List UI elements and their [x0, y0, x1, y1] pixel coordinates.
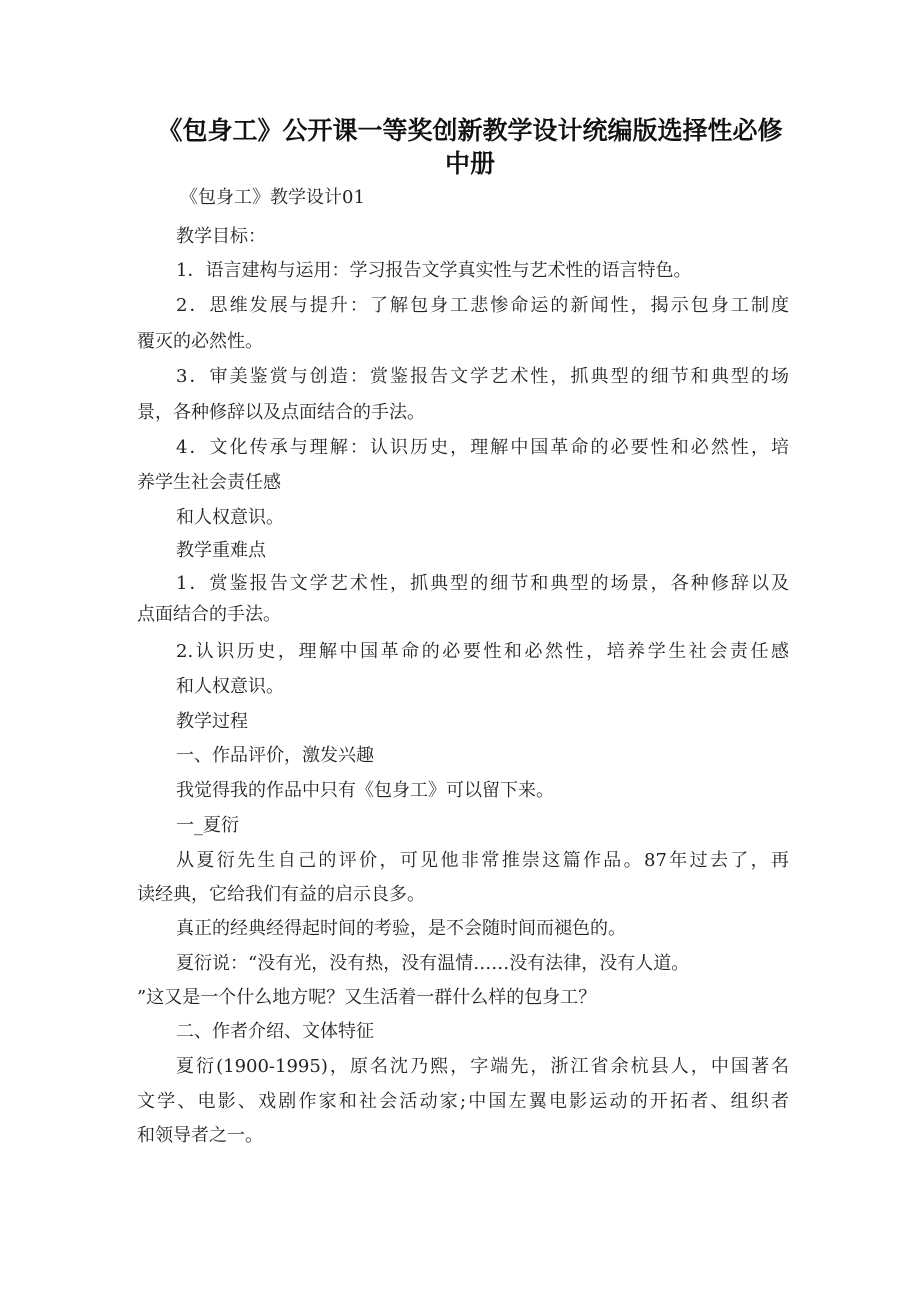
paragraph-1-cont: 读经典，它给我们有益的启示良多。	[137, 884, 425, 905]
section-1-heading: 一、作品评价，激发兴趣	[176, 745, 374, 766]
key-point-2-cont: 和人权意识。	[176, 676, 284, 697]
goal-3-cont: 景，各种修辞以及点面结合的手法。	[137, 402, 425, 423]
quote-attribution: 一_夏衍	[176, 815, 239, 836]
document-title-line-1: 《包身工》公开课一等奖创新教学设计统编版选择性必修	[157, 116, 783, 145]
goal-2-cont: 覆灭的必然性。	[137, 331, 263, 352]
heading-key-points: 教学重难点	[176, 540, 266, 561]
paragraph-3-cont: ”这又是一个什么地方呢？又生活着一群什么样的包身工？	[137, 987, 597, 1008]
paragraph-1: 从夏衍先生自己的评价，可见他非常推崇这篇作品。87年过去了，再	[176, 850, 789, 871]
document-title-line-2: 中册	[444, 149, 495, 178]
key-point-1-cont: 点面结合的手法。	[137, 604, 281, 625]
section-2-heading: 二、作者介绍、文体特征	[176, 1021, 374, 1042]
key-point-1: 1．赏鉴报告文学艺术性，抓典型的细节和典型的场景，各种修辞以及	[176, 573, 789, 594]
goal-2: 2．思维发展与提升：了解包身工悲惨命运的新闻性，揭示包身工制度	[176, 295, 789, 316]
paragraph-2: 真正的经典经得起时间的考验，是不会随时间而褪色的。	[176, 918, 626, 939]
goal-4-cont-2: 和人权意识。	[176, 507, 284, 528]
author-intro-cont: 文学、电影、戏剧作家和社会活动家;中国左翼电影运动的开拓者、组织者	[137, 1091, 789, 1112]
goal-4-cont: 养学生社会责任感	[137, 472, 281, 493]
quote: 我觉得我的作品中只有《包身工》可以留下来。	[176, 780, 554, 801]
goal-4: 4．文化传承与理解：认识历史，理解中国革命的必要性和必然性，培	[176, 437, 789, 458]
goal-1: 1．语言建构与运用：学习报告文学真实性与艺术性的语言特色。	[176, 260, 692, 281]
goal-3: 3．审美鉴赏与创造：赏鉴报告文学艺术性，抓典型的细节和典型的场	[176, 366, 789, 387]
author-intro-cont-2: 和领导者之一。	[137, 1125, 263, 1146]
subtitle: 《包身工》教学设计01	[180, 187, 365, 208]
author-intro: 夏衍(1900-1995)，原名沈乃熙，字端先，浙江省余杭县人，中国著名	[176, 1056, 789, 1077]
paragraph-3: 夏衍说：“没有光，没有热，没有温情……没有法律，没有人道。	[176, 953, 690, 974]
heading-teaching-goals: 教学目标：	[176, 226, 266, 247]
key-point-2: 2.认识历史，理解中国革命的必要性和必然性，培养学生社会责任感	[176, 641, 789, 662]
heading-teaching-process: 教学过程	[176, 711, 248, 732]
